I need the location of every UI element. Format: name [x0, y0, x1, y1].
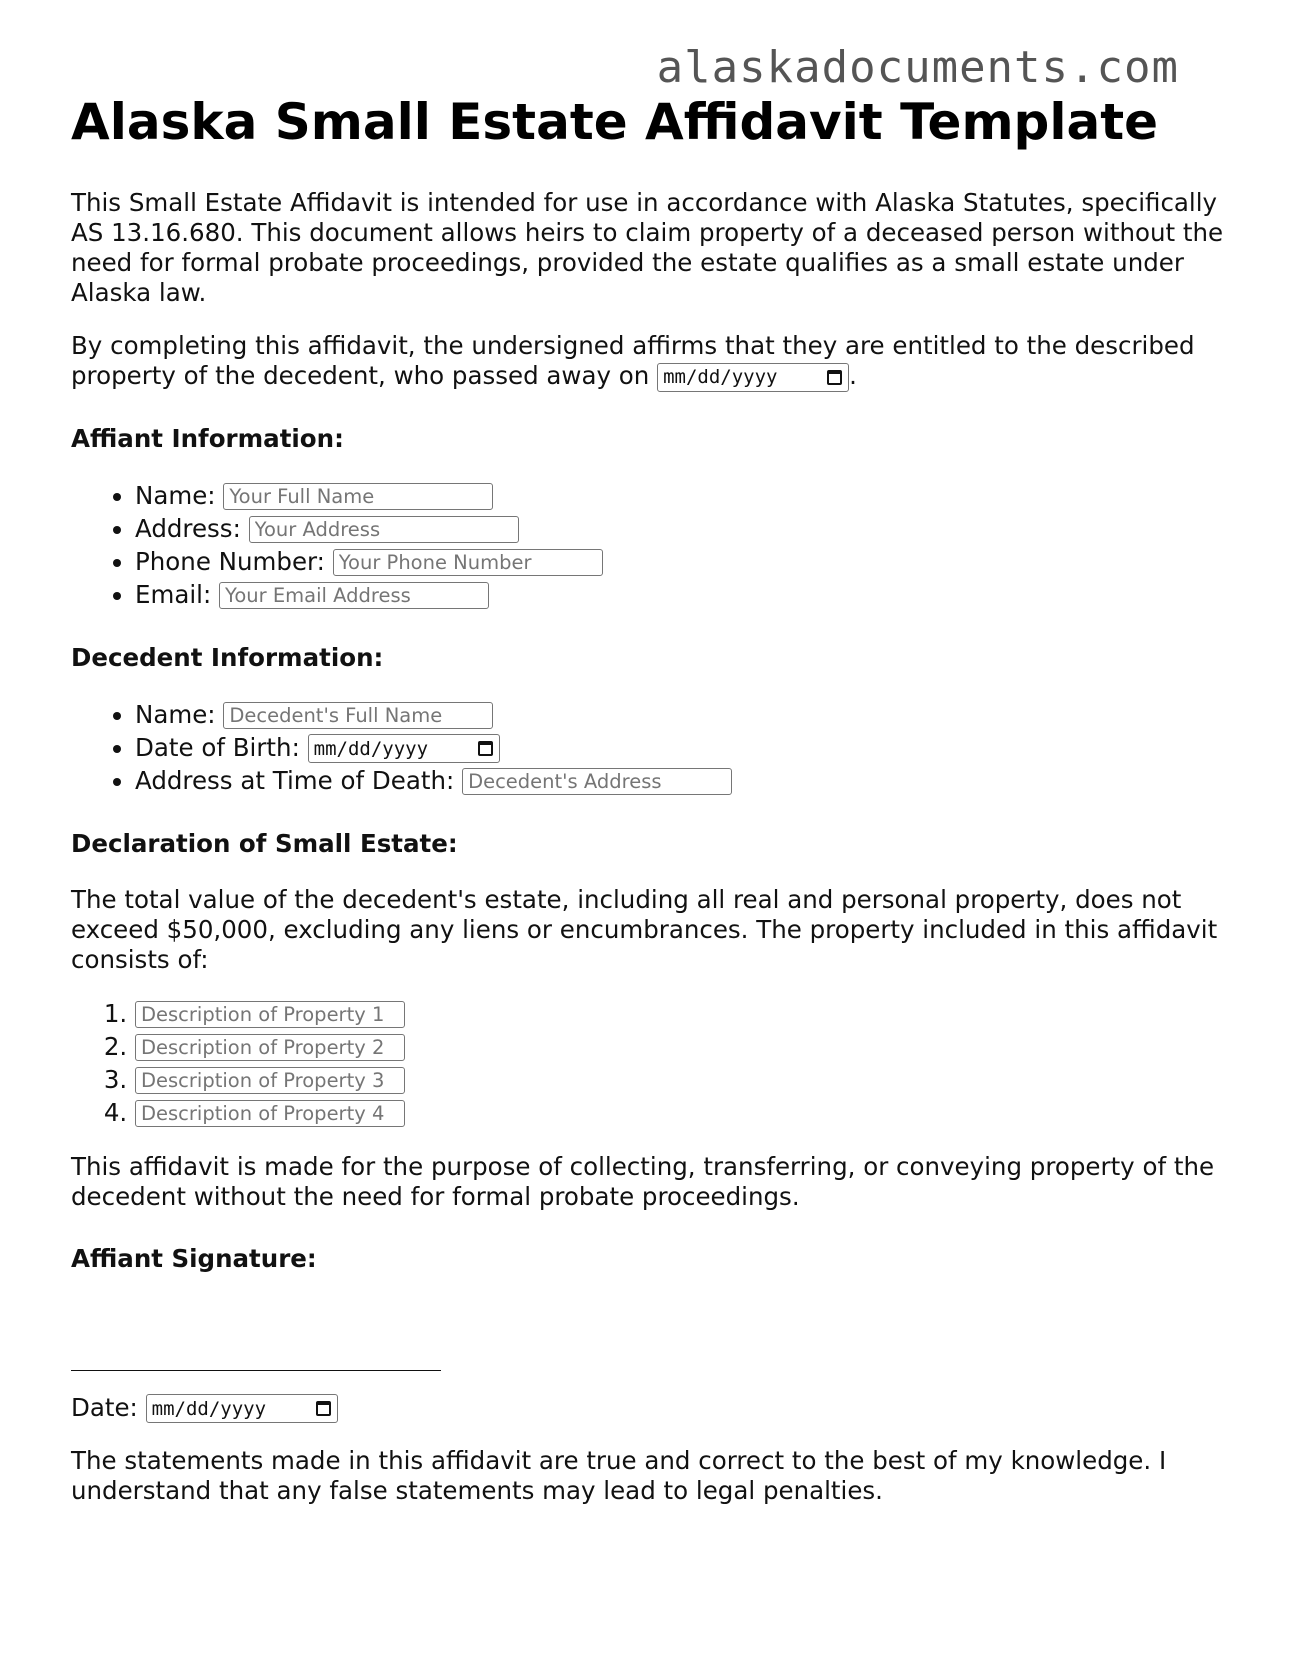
list-item: [135, 1064, 1231, 1096]
property-3-input[interactable]: [135, 1067, 405, 1094]
decedent-address-label: Address at Time of Death:: [135, 765, 455, 795]
signature-heading: Affiant Signature:: [71, 1243, 317, 1273]
declaration-paragraph: The total value of the decedent's estate, including all real and personal property, does not exceed $50,000, excluding any liens or encumbrances. The property included in this affidavit consists of:: [71, 884, 1218, 974]
death-date-input[interactable]: [657, 363, 849, 392]
death-date-placeholder: mm/dd/yyyy: [663, 366, 778, 388]
intro-paragraph: This Small Estate Affidavit is intended for use in accordance with Alaska Statutes, specifically AS 13.16.680. This document allows heirs to claim property of a deceased person without the need for formal probate proceedings, provided the estate qualifies as a small estate under Alaska law.: [71, 188, 1224, 307]
calendar-icon[interactable]: [827, 370, 842, 385]
closing-paragraph: The statements made in this affidavit are true and correct to the best of my knowledge. I understand that any false statements may lead to legal penalties.: [71, 1446, 1167, 1505]
calendar-icon[interactable]: [316, 1401, 331, 1416]
decedent-dob-label: Date of Birth:: [135, 732, 300, 762]
affiant-email-label: Email:: [135, 579, 212, 609]
property-1-input[interactable]: [135, 1001, 405, 1028]
list-item: [135, 699, 1231, 731]
list-item: [135, 1031, 1231, 1063]
signature-date-row: [71, 1393, 1231, 1424]
affiant-heading: Affiant Information:: [71, 423, 344, 453]
affiant-email-input[interactable]: [219, 582, 489, 609]
affiant-address-label: Address:: [135, 513, 241, 543]
list-item: [135, 480, 1231, 512]
list-item: [135, 998, 1231, 1030]
signature-line[interactable]: [71, 1300, 441, 1371]
list-item: [135, 732, 1231, 764]
signature-date-input[interactable]: [146, 1394, 338, 1423]
list-item: [135, 546, 1231, 578]
affirm-end: .: [849, 361, 857, 390]
list-item: [135, 765, 1231, 797]
property-list: [71, 998, 1231, 1129]
affidavit-document: [71, 88, 1231, 1529]
affiant-list: [71, 480, 1231, 611]
affirm-paragraph: [71, 331, 1231, 392]
calendar-icon[interactable]: [478, 741, 493, 756]
affiant-name-input[interactable]: [223, 483, 493, 510]
property-4-input[interactable]: [135, 1100, 405, 1127]
affiant-phone-input[interactable]: [333, 549, 603, 576]
decedent-dob-input[interactable]: [308, 734, 500, 763]
decedent-name-input[interactable]: [223, 702, 493, 729]
decedent-list: [71, 699, 1231, 797]
purpose-paragraph: This affidavit is made for the purpose of collecting, transferring, or conveying property of the decedent without the need for formal probate proceedings.: [71, 1151, 1215, 1211]
decedent-heading: Decedent Information:: [71, 642, 384, 672]
affiant-phone-label: Phone Number:: [135, 546, 325, 576]
page-title: Alaska Small Estate Affidavit Template: [71, 93, 1159, 151]
property-2-input[interactable]: [135, 1034, 405, 1061]
decedent-name-label: Name:: [135, 699, 216, 729]
signature-date-label: Date:: [71, 1392, 138, 1422]
list-item: [135, 513, 1231, 545]
affiant-address-input[interactable]: [249, 516, 519, 543]
affiant-name-label: Name:: [135, 480, 216, 510]
declaration-heading: Declaration of Small Estate:: [71, 828, 458, 858]
decedent-address-input[interactable]: [462, 768, 732, 795]
site-watermark: alaskadocuments.com: [656, 42, 1179, 93]
list-item: [135, 579, 1231, 611]
list-item: [135, 1097, 1231, 1129]
dob-placeholder: mm/dd/yyyy: [313, 737, 429, 760]
affirm-text: By completing this affidavit, the undersigned affirms that they are entitled to the described property of the decedent, who passed away on: [71, 331, 1195, 390]
signature-date-placeholder: mm/dd/yyyy: [151, 1397, 267, 1420]
